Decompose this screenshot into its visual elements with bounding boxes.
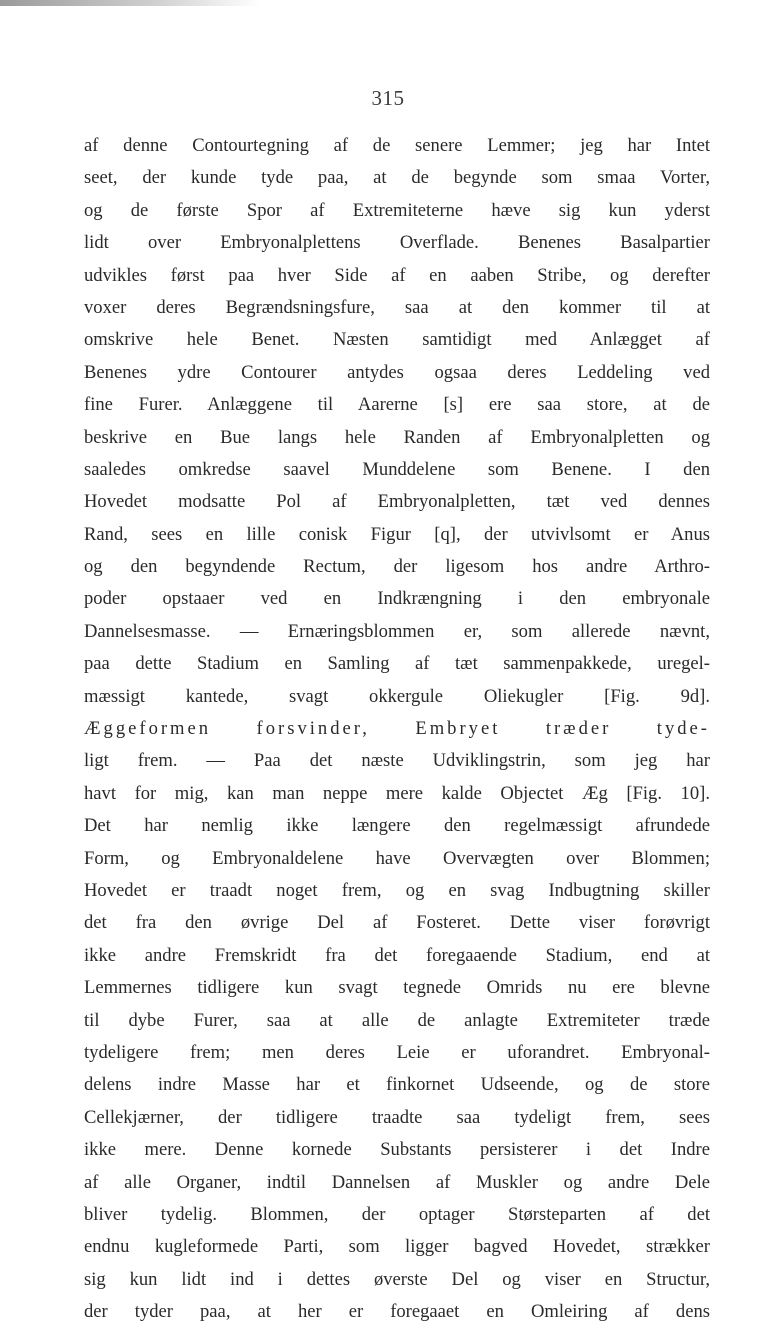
text-line: sig kun lidt ind i dettes øverste Del og viser en Structur, xyxy=(84,1268,710,1290)
text-line: og de første Spor af Extremiteterne hæve sig kun yderst xyxy=(84,199,710,221)
text-line: udvikles først paa hver Side af en aaben Stribe, og derefter xyxy=(84,264,710,286)
text-line: Hovedet modsatte Pol af Embryonalpletten, tæt ved dennes xyxy=(84,491,710,513)
text-line: Form, og Embryonaldelene have Overvægten over Blommen; xyxy=(84,847,710,869)
text-line: og den begyndende Rectum, der ligesom hos andre Arthro- xyxy=(84,556,710,578)
text-line: Rand, sees en lille conisk Figur [q], der utvivlsomt er Anus xyxy=(84,523,710,545)
text-line: det fra den øvrige Del af Fosteret. Dette viser forøvrigt xyxy=(84,912,710,934)
text-line: voxer deres Begrændsningsfure, saa at den kommer til at xyxy=(84,296,710,318)
text-line: ikke andre Fremskridt fra det foregaaende Stadium, end at xyxy=(84,944,710,966)
text-line: Lemmernes tidligere kun svagt tegnede Omrids nu ere blevne xyxy=(84,977,710,999)
text-line: ikke mere. Denne kornede Substants persisterer i det Indre xyxy=(84,1139,710,1161)
text-line: af denne Contourtegning af de senere Lemmer; jeg har Intet xyxy=(84,135,710,156)
text-line: Det har nemlig ikke længere den regelmæssigt afrundede xyxy=(84,815,710,837)
text-line: omskrive hele Benet. Næsten samtidigt med Anlægget af xyxy=(84,329,710,351)
text-line: af alle Organer, indtil Dannelsen af Muskler og andre Dele xyxy=(84,1171,710,1193)
text-line: bliver tydelig. Blommen, der optager Størsteparten af det xyxy=(84,1203,710,1225)
page-number: 315 xyxy=(371,86,405,110)
text-line: seet, der kunde tyde paa, at de begynde som smaa Vorter, xyxy=(84,167,710,189)
text-line: Hovedet er traadt noget frem, og en svag Indbugtning skiller xyxy=(84,879,710,901)
text-line: beskrive en Bue langs hele Randen af Embryonalpletten og xyxy=(84,426,710,448)
text-line: havt for mig, kan man neppe mere kalde Objectet Æg [Fig. 10]. xyxy=(84,782,710,804)
text-line: fine Furer. Anlæggene til Aarerne [s] ere saa store, at de xyxy=(84,394,710,416)
text-line: endnu kugleformede Parti, som ligger bagved Hovedet, strækker xyxy=(84,1236,710,1258)
text-line: til dybe Furer, saa at alle de anlagte Extremiteter træde xyxy=(84,1009,710,1031)
text-line: lidt over Embryonalplettens Overflade. Benenes Basalpartier xyxy=(84,232,710,254)
text-line: tydeligere frem; men deres Leie er uforandret. Embryonal- xyxy=(84,1041,710,1063)
text-line: poder opstaaer ved en Indkrængning i den embryonale xyxy=(84,588,710,610)
text-line: Dannelsesmasse. — Ernæringsblommen er, som allerede nævnt, xyxy=(84,620,710,642)
text-line: der tyder paa, at her er foregaaet en Omleiring af dens xyxy=(84,1301,710,1323)
text-line: Benenes ydre Contourer antydes ogsaa deres Leddeling ved xyxy=(84,361,710,383)
text-line: saaledes omkredse saavel Munddelene som Benene. I den xyxy=(84,458,710,480)
text-line: Cellekjærner, der tidligere traadte saa tydeligt frem, sees xyxy=(84,1106,710,1128)
text-line: ligt frem. — Paa det næste Udviklingstrin, som jeg har xyxy=(84,750,710,772)
text-line: delens indre Masse har et finkornet Udseende, og de store xyxy=(84,1074,710,1096)
text-line: paa dette Stadium en Samling af tæt sammenpakkede, uregel- xyxy=(84,653,710,675)
text-line: mæssigt kantede, svagt okkergule Oliekugler [Fig. 9d]. xyxy=(84,685,710,707)
section-heading-line: Æggeformen forsvinder, Embryet træder tyde- xyxy=(84,718,710,740)
body-text xyxy=(84,130,710,1328)
scan-edge-shadow xyxy=(0,0,260,6)
